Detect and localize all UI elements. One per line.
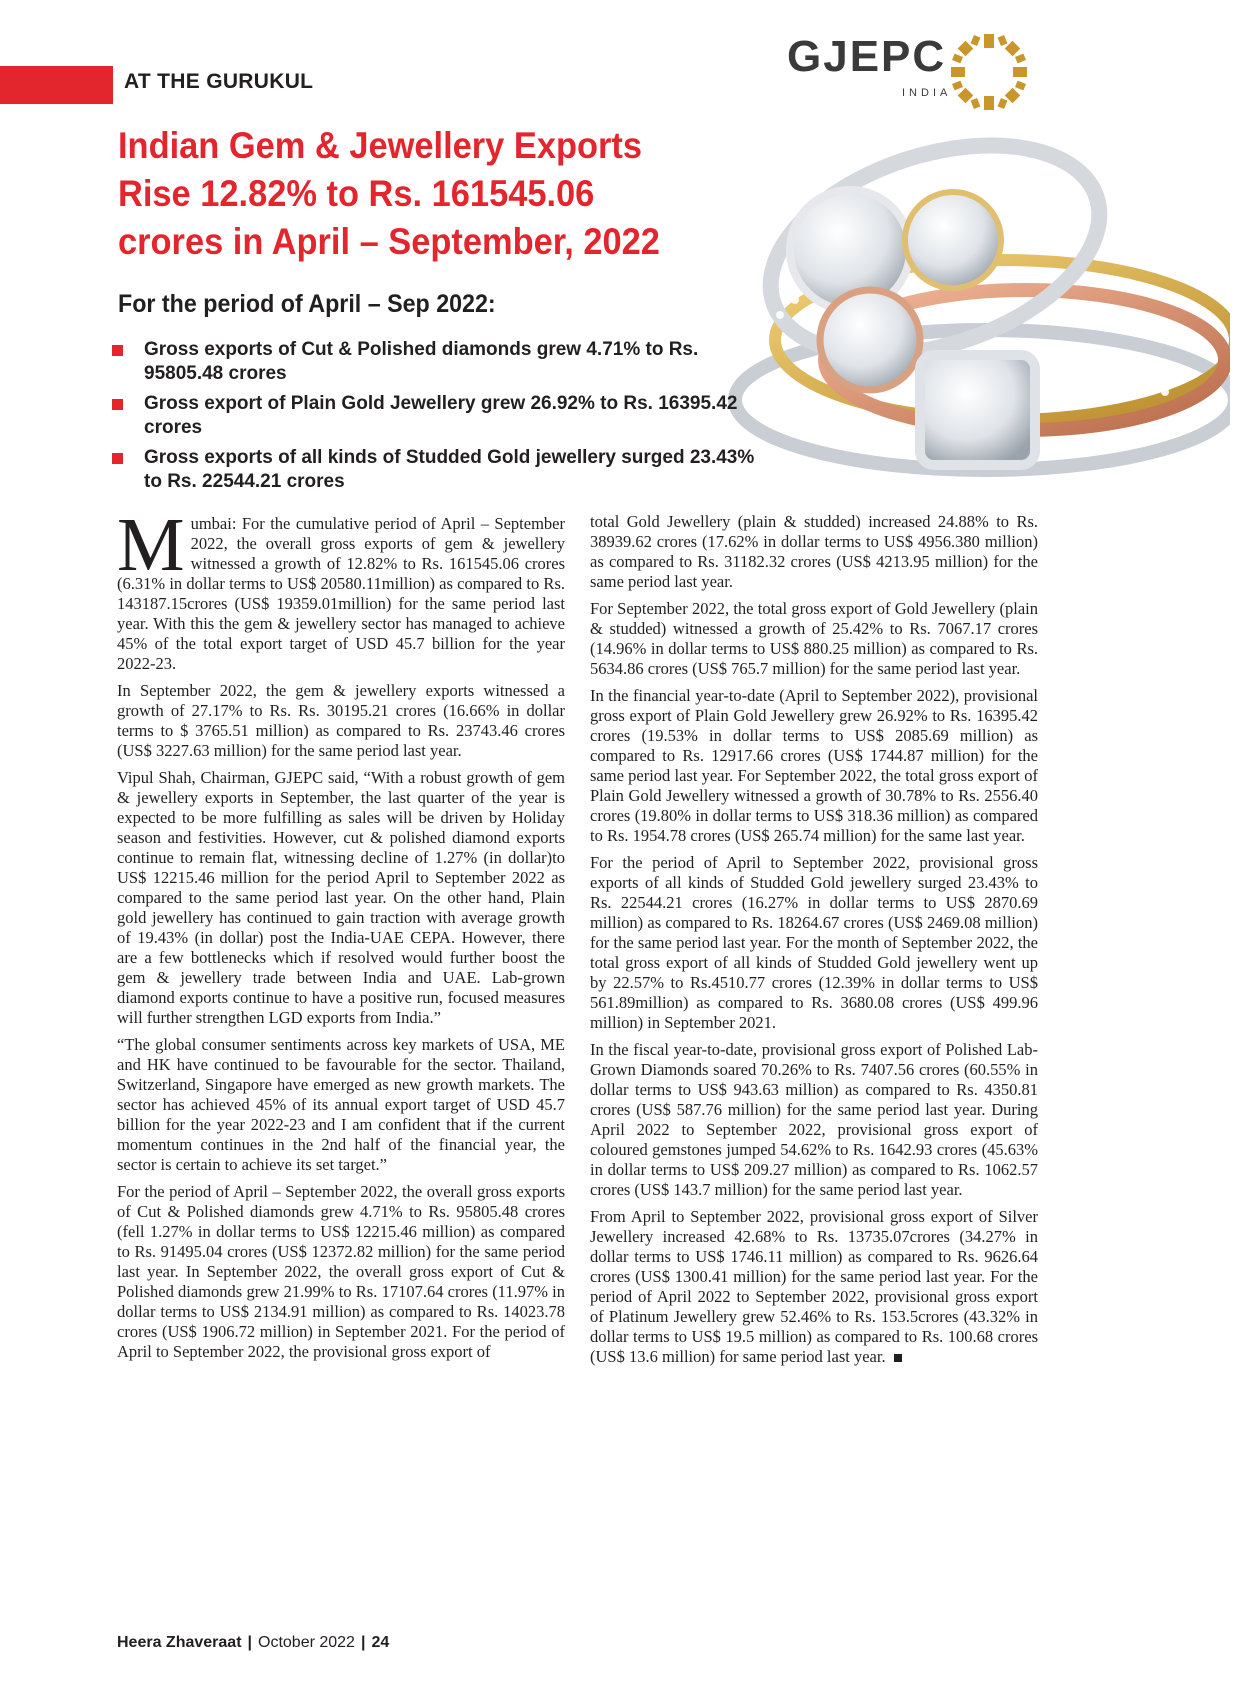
issue-date: October 2022 <box>258 1634 355 1651</box>
section-color-bar <box>0 66 113 104</box>
jewellery-rings-image <box>705 100 1230 515</box>
publication-name: Heera Zhaveraat <box>117 1634 242 1651</box>
highlight-item <box>112 338 762 386</box>
highlight-item <box>112 392 762 440</box>
article-subhead: For the period of April – Sep 2022: <box>118 290 496 318</box>
gjepc-logo <box>787 30 1032 110</box>
logo-text: GJEPC <box>787 32 947 81</box>
highlights-list <box>112 338 762 500</box>
bullet-square-icon <box>112 345 123 356</box>
highlight-item <box>112 446 762 494</box>
body-paragraph: For September 2022, the total gross export of Gold Jewellery (plain & studded) witnessed a growth of 25.42% to Rs. 7067.17 crores (14.96% in dollar terms to US$ 880.25 million) as compared to Rs. 5634.86 crores (US$ 765.7 million) for the same period last year. <box>590 599 1038 678</box>
body-paragraph <box>590 1207 1038 1367</box>
highlight-text: Gross exports of Cut & Polished diamonds grew 4.71% to Rs. 95805.48 crores <box>144 339 699 384</box>
body-paragraph: For the period of April to September 2022, provisional gross exports of all kinds of Studded Gold jewellery surged 23.43% to Rs. 22544.21 crores (16.27% in dollar terms to US$ 2870.69 million) as compared to Rs. 18264.67 crores (US$ 2469.08 million) for the same period last year. For the month of September 2022, the total gross export of all kinds of Studded Gold jewellery went up by 22.57% to Rs.4510.77 crores (12.39% in dollar terms to US$ 561.89million) as compared to Rs. 3680.08 crores (US$ 499.96 million) in September 2021. <box>590 853 1038 1032</box>
highlight-text: Gross exports of all kinds of Studded Gold jewellery surged 23.43% to Rs. 22544.21 crores <box>144 447 755 492</box>
bullet-square-icon <box>112 453 123 464</box>
drop-cap: M <box>117 503 185 587</box>
article-headline: Indian Gem & Jewellery Exports Rise 12.82% to Rs. 161545.06 crores in April – September, 2022 <box>118 125 660 262</box>
bullet-square-icon <box>112 399 123 410</box>
body-paragraph: For the period of April – September 2022, the overall gross exports of Cut & Polished diamonds grew 4.71% to Rs. 95805.48 crores (fell 1.27% in dollar terms to US$ 12215.46 million) as compared to Rs. 91495.04 crores (US$ 12372.82 million) for the same period last year. In September 2022, the overall gross export of Cut & Polished diamonds grew 21.99% to Rs. 17107.64 crores (11.97% in dollar terms to US$ 2134.91 million) as compared to Rs. 14023.78 crores (US$ 1906.72 million) in September 2021. For the period of April to September 2022, the provisional gross export of <box>117 1182 565 1361</box>
paragraph-text: From April to September 2022, provisional gross export of Silver Jewellery increased 42.68% to Rs. 13735.07crores (34.27% in dollar terms to US$ 1746.11 million) as compared to Rs. 9626.64 crores (US$ 1300.41 million) for the same period last year. For the period of April 2022 to September 2022, provisional gross export of Platinum Jewellery grew 52.46% to Rs. 153.5crores (43.32% in dollar terms to US$ 19.5 million) as compared to Rs. 100.68 crores (US$ 13.6 million) for same period last year. <box>590 1207 1038 1366</box>
article-column-left <box>117 503 565 1369</box>
footer-separator: | <box>360 1634 366 1651</box>
page-number: 24 <box>371 1634 390 1651</box>
page-footer <box>117 1634 389 1652</box>
body-paragraph: In the financial year-to-date (April to September 2022), provisional gross export of Plain Gold Jewellery grew 26.92% to Rs. 16395.42 crores (19.53% in dollar terms to US$ 2085.69 million) as compared to Rs. 12917.66 crores (US$ 1744.87 million) for the same period last year. For September 2022, the total gross export of Plain Gold Jewellery witnessed a growth of 30.78% to Rs. 2556.40 crores (19.80% in dollar terms to US$ 318.36 million) as compared to Rs. 1954.78 crores (US$ 265.74 million) for the same last year. <box>590 686 1038 845</box>
body-paragraph <box>117 503 565 674</box>
body-paragraph: “The global consumer sentiments across key markets of USA, ME and HK have continued to be favourable for the sector. Thailand, Switzerland, Singapore have emerged as new growth markets. The sector has achieved 45% of its annual export target of USD 45.7 billion for the year 2022-23 and I am confident that if the current momentum continues in the 2nd half of the financial year, the sector is certain to achieve its set target.” <box>117 1035 565 1174</box>
paragraph-text: umbai: For the cumulative period of April – September 2022, the overall gross exports of gem & jewellery witnessed a growth of 12.82% to Rs. 161545.06 crores (6.31% in dollar terms to US$ 20580.11million) as compared to Rs. 143187.15crores (US$ 19359.01million) for the same period last year. With this the gem & jewellery sector has managed to achieve 45% of the total export target of USD 45.7 billion for the year 2022-23. <box>117 514 565 673</box>
body-paragraph: In the fiscal year-to-date, provisional gross export of Polished Lab-Grown Diamonds soared 70.26% to Rs. 7407.56 crores (60.55% in dollar terms to US$ 943.63 million) as compared to Rs. 4350.81 crores (US$ 587.76 million) for the same period last year. During April 2022 to September 2022, provisional gross export of coloured gemstones jumped 54.62% to Rs. 1642.93 crores (45.63% in dollar terms to US$ 209.27 million) as compared to Rs. 1062.57 crores (US$ 143.7 million) for the same period last year. <box>590 1040 1038 1199</box>
end-mark-icon <box>894 1354 902 1362</box>
article-column-right <box>590 512 1038 1374</box>
section-label: AT THE GURUKUL <box>124 70 314 93</box>
body-paragraph: Vipul Shah, Chairman, GJEPC said, “With a robust growth of gem & jewellery exports in September, the last quarter of the year is expected to be more fulfilling as sales will be driven by Holiday season and festivities. However, cut & polished diamond exports continue to remain flat, witnessing decline of 1.27% (in dollar)to US$ 12215.46 million for the period April to September 2022 as compared to the same period last year. On the other hand, Plain gold jewellery has continued to gain traction with average growth of 19.43% (in dollar) post the India-UAE CEPA. However, there are a few bottlenecks which if resolved would further boost the gem & jewellery trade between India and UAE. Lab-grown diamond exports continue to have a positive run, focused measures will further strengthen LGD exports from India.” <box>117 768 565 1027</box>
body-paragraph: total Gold Jewellery (plain & studded) increased 24.88% to Rs. 38939.62 crores (17.62% in dollar terms to US$ 4956.380 million) as compared to Rs. 31182.32 crores (US$ 4213.95 million) for the same period last year. <box>590 512 1038 591</box>
footer-separator: | <box>247 1634 252 1651</box>
highlight-text: Gross export of Plain Gold Jewellery grew 26.92% to Rs. 16395.42 crores <box>144 393 738 438</box>
logo-subtext: INDIA <box>902 87 952 99</box>
body-paragraph: In September 2022, the gem & jewellery exports witnessed a growth of 27.17% to Rs. Rs. 30195.21 crores (16.66% in dollar terms to $ 3765.51 million) as compared to Rs. 23743.46 crores (US$ 3227.63 million) for the same period last year. <box>117 681 565 760</box>
